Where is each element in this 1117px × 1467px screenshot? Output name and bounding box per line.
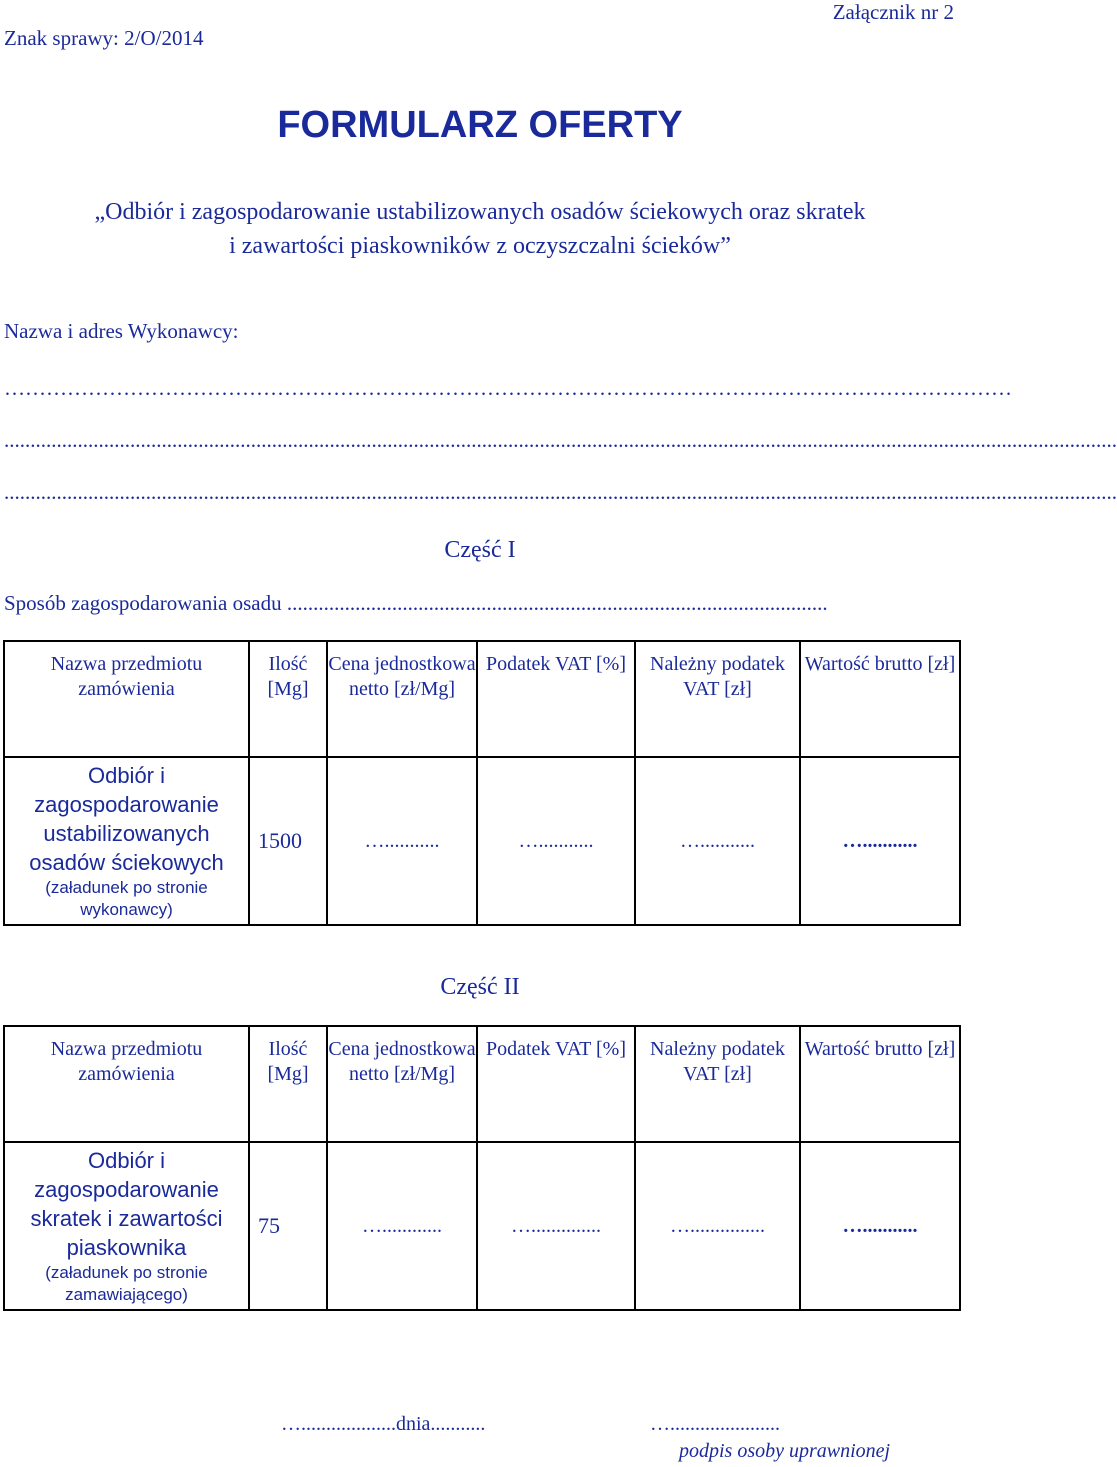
- header-vat-rate: Podatek VAT [%]: [477, 1026, 635, 1142]
- vat-rate-field[interactable]: …...........: [477, 757, 635, 925]
- table-row: [4, 1142, 960, 1310]
- gross-value-field[interactable]: …...........: [800, 757, 960, 925]
- contractor-field-line-2[interactable]: ....................................................................................................................................................................................................................: [4, 428, 1117, 452]
- header-gross-value: Wartość brutto [zł]: [800, 641, 960, 757]
- part-2-heading: Część II: [440, 974, 520, 1000]
- part-1-table: [3, 640, 961, 926]
- table-row: [4, 757, 960, 925]
- header-gross-value: Wartość brutto [zł]: [800, 1026, 960, 1142]
- quantity-value: 1500: [249, 757, 327, 925]
- header-vat-amount: Należny podatek VAT [zł]: [635, 641, 800, 757]
- header-quantity: Ilość [Mg]: [249, 641, 327, 757]
- vat-rate-field[interactable]: …..............: [477, 1142, 635, 1310]
- quantity-value: 75: [249, 1142, 327, 1310]
- subject-line-1: „Odbiór i zagospodarowanie ustabilizowanych osadów ściekowych oraz skratek: [94, 199, 866, 225]
- header-unit-price: Cena jednostkowa netto [zł/Mg]: [327, 1026, 477, 1142]
- item-name: Odbiór i zagospodarowanie skratek i zawartości piaskownika: [30, 1148, 223, 1260]
- header-item-name: Nazwa przedmiotu zamówienia: [4, 641, 249, 757]
- date-field[interactable]: …...................dnia...........: [281, 1413, 486, 1435]
- signature-field[interactable]: …......................: [650, 1413, 780, 1435]
- case-number: Znak sprawy: 2/O/2014: [4, 26, 204, 50]
- part-1-heading: Część I: [444, 537, 516, 563]
- gross-value-field[interactable]: …...........: [800, 1142, 960, 1310]
- unit-price-field[interactable]: …............: [327, 1142, 477, 1310]
- unit-price-field[interactable]: …...........: [327, 757, 477, 925]
- table-header-row: [4, 1026, 960, 1142]
- subject-line-2: i zawartości piaskowników z oczyszczalni ścieków”: [229, 233, 731, 259]
- header-item-name: Nazwa przedmiotu zamówienia: [4, 1026, 249, 1142]
- contractor-field-line-1[interactable]: ………………………………………………………………………………………………………………………………: [4, 376, 1012, 400]
- attachment-label: Załącznik nr 2: [832, 0, 954, 24]
- header-vat-amount: Należny podatek VAT [zł]: [635, 1026, 800, 1142]
- header-quantity: Ilość [Mg]: [249, 1026, 327, 1142]
- form-title: FORMULARZ OFERTY: [277, 104, 683, 146]
- disposal-method-field[interactable]: Sposób zagospodarowania osadu .......................................................................................................: [4, 591, 828, 615]
- header-vat-rate: Podatek VAT [%]: [477, 641, 635, 757]
- item-note: (załadunek po stronie wykonawcy): [45, 878, 208, 919]
- item-name-cell: [4, 1142, 249, 1310]
- contractor-label: Nazwa i adres Wykonawcy:: [4, 319, 239, 343]
- part-2-table: [3, 1025, 961, 1311]
- vat-amount-field[interactable]: …...........: [635, 757, 800, 925]
- header-unit-price: Cena jednostkowa netto [zł/Mg]: [327, 641, 477, 757]
- item-name-cell: [4, 757, 249, 925]
- item-note: (załadunek po stronie zamawiającego): [45, 1263, 208, 1304]
- vat-amount-field[interactable]: …...............: [635, 1142, 800, 1310]
- table-header-row: [4, 641, 960, 757]
- item-name: Odbiór i zagospodarowanie ustabilizowanych osadów ściekowych: [29, 763, 224, 875]
- signature-caption: podpis osoby uprawnionej: [679, 1440, 891, 1462]
- contractor-field-line-3[interactable]: ....................................................................................................................................................................................................................: [4, 480, 1117, 504]
